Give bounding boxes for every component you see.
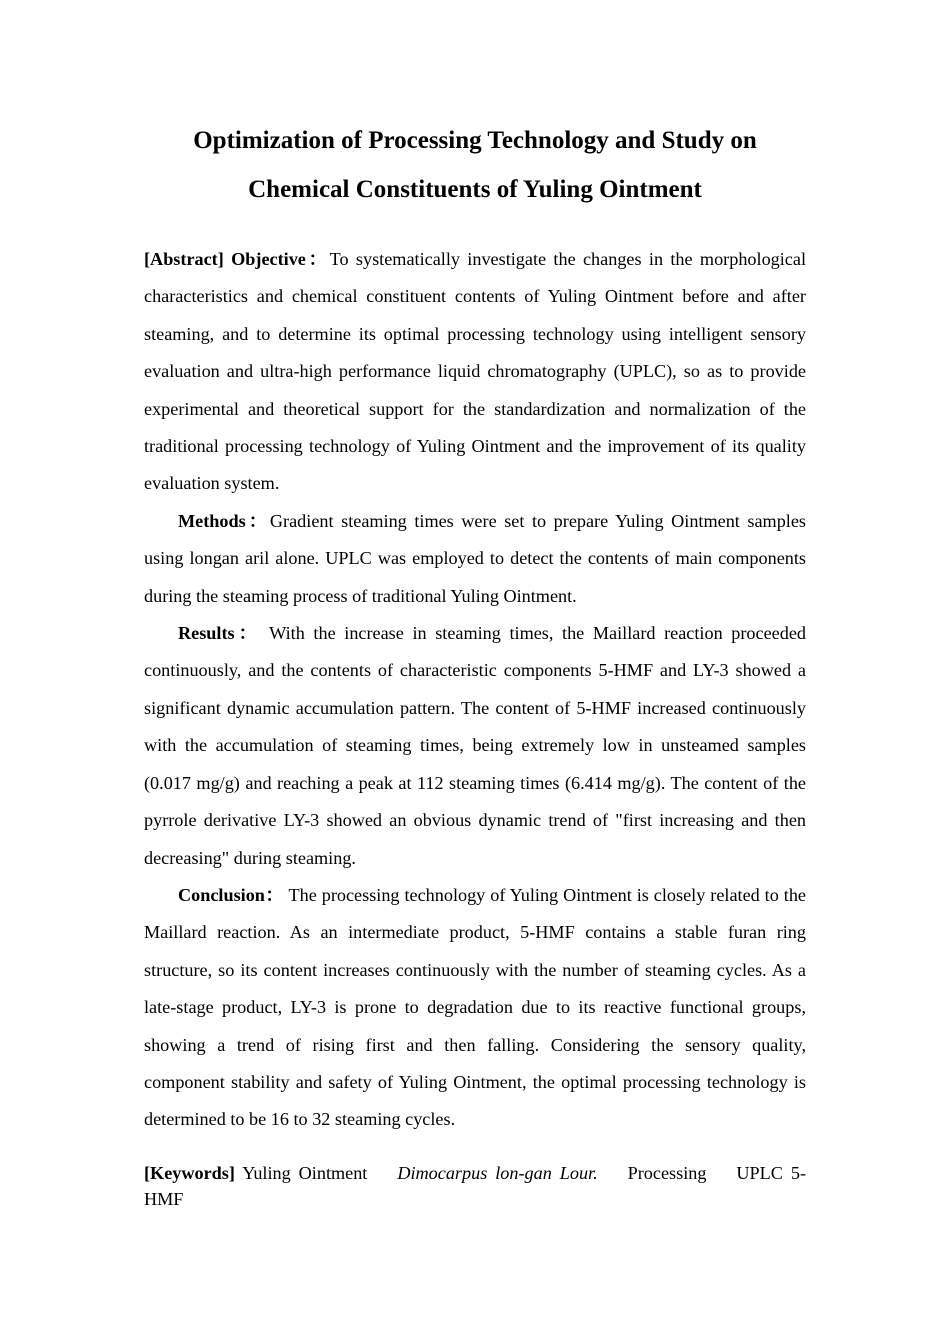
keyword-item: UPLC — [736, 1163, 783, 1183]
paper-title-line-2: Chemical Constituents of Yuling Ointment — [248, 176, 702, 203]
abstract-results-paragraph — [144, 615, 806, 877]
conclusion-label: Conclusion： — [178, 884, 284, 905]
abstract-section — [144, 241, 806, 1139]
keywords-section — [144, 1160, 806, 1212]
keyword-item: Processing — [627, 1163, 707, 1183]
methods-label: Methods： — [178, 510, 270, 531]
keyword-item: 5-HMF — [144, 1163, 807, 1209]
abstract-methods-paragraph — [144, 503, 806, 615]
abstract-tag: [Abstract] — [144, 249, 224, 269]
keywords-label: [Keywords] — [144, 1163, 235, 1183]
results-label: Results： — [178, 623, 261, 644]
abstract-conclusion-paragraph — [144, 877, 806, 1139]
objective-label: Objective： — [231, 249, 330, 269]
conclusion-text: The processing technology of Yuling Ointment is closely related to the Maillard reaction. As an intermediate product, 5-HMF contains a stable furan ring structure, so its content increases continuously with the number of steaming cycles. As a late-stage product, LY-3 is prone to degradation due to its reactive functional groups, showing a trend of rising first and then falling. Considering the sensory quality, component stability and safety of Yuling Ointment, the optimal processing technology is determined to be 16 to 32 steaming cycles. — [144, 884, 806, 1130]
abstract-objective-paragraph — [144, 241, 806, 503]
paper-title-line-1: Optimization of Processing Technology and Study on — [193, 127, 757, 154]
results-text: With the increase in steaming times, the Maillard reaction proceeded continuously, and the contents of characteristic components 5-HMF and LY-3 showed a significant dynamic accumulation pattern. The content of 5-HMF increased continuously with the accumulation of steaming times, being extremely low in unsteamed samples (0.017 mg/g) and reaching a peak at 112 steaming times (6.414 mg/g). The content of the pyrrole derivative LY-3 showed an obvious dynamic trend of "first increasing and then decreasing" during steaming. — [144, 623, 806, 868]
keyword-item: Dimocarpus lon-gan Lour. — [397, 1163, 598, 1183]
objective-text: To systematically investigate the changes in the morphological characteristics and chemical constituent contents of Yuling Ointment before and after steaming, and to determine its optimal processing technology using intelligent sensory evaluation and ultra-high performance liquid chromatography (UPLC), so as to provide experimental and theoretical support for the standardization and normalization of the traditional processing technology of Yuling Ointment and the improvement of its quality evaluation system. — [144, 249, 807, 494]
keyword-item: Yuling Ointment — [242, 1163, 368, 1183]
methods-text: Gradient steaming times were set to prepare Yuling Ointment samples using longan aril alone. UPLC was employed to detect the contents of main components during the steaming process of traditional Yuling Ointment. — [144, 510, 806, 606]
